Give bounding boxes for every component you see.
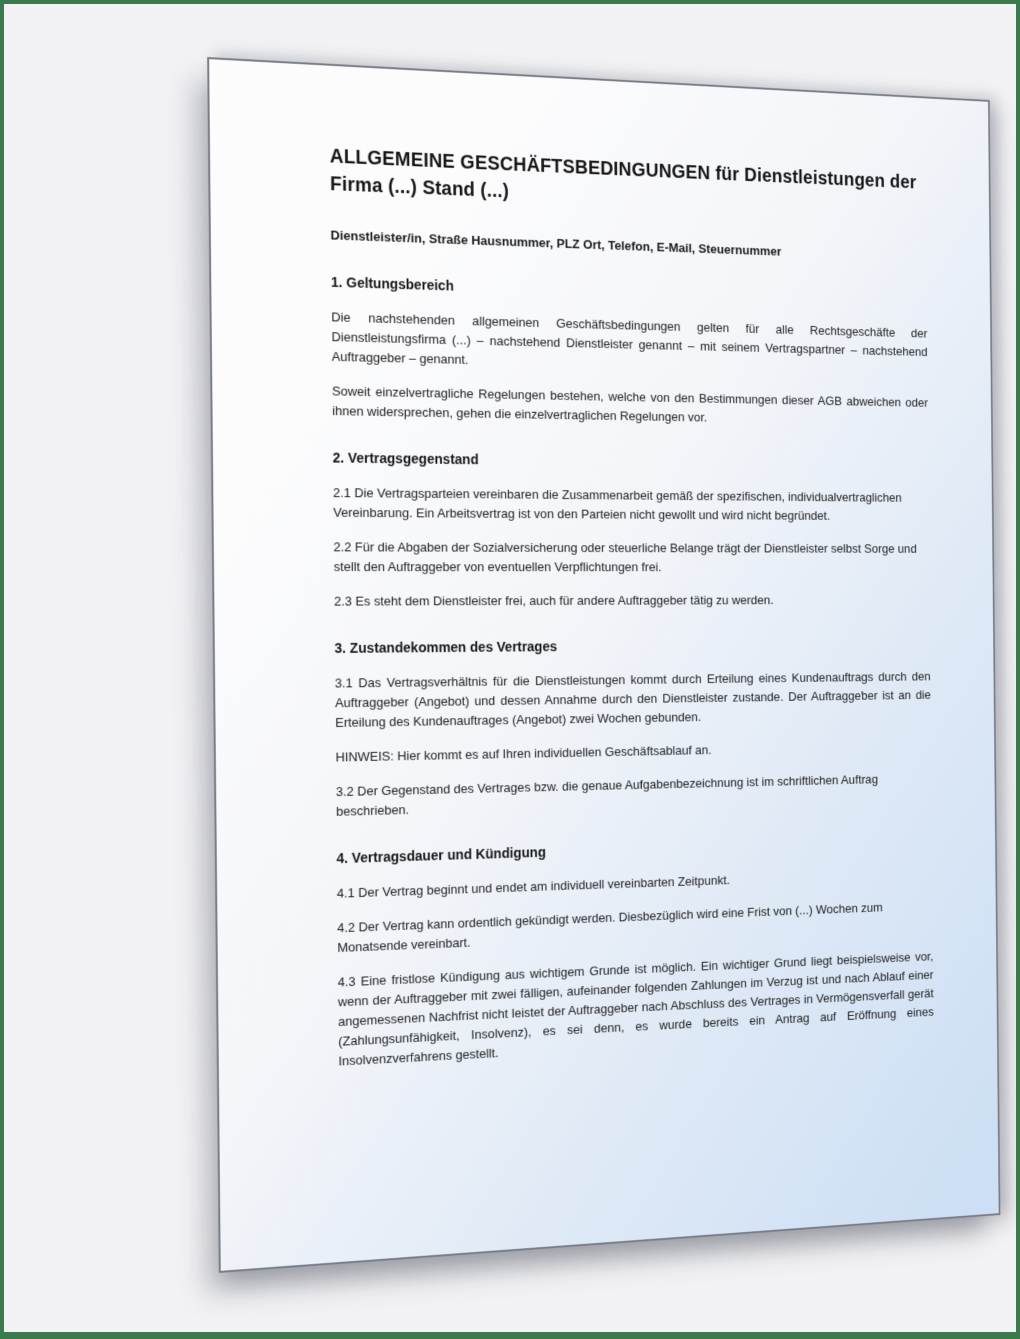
paragraph: 4.1 Der Vertrag beginnt und endet am individuell vereinbarten Zeitpunkt. (336, 872, 730, 901)
paragraph: 2.1 Die Vertragsparteien vereinbaren die Zusammenarbeit gemäß der spezifischen, individualvertraglichen Vereinbarung. Ein Arbeitsvertrag ist von den Parteien nicht gewollt und wird nicht begründet. (332, 485, 902, 523)
paragraph: 3.1 Das Vertragsverhältnis für die Dienstleistungen kommt durch Erteilung eines Kundenauftrags durch den Auftraggeber (Angebot) und dessen Annahme durch den Dienstleister zustande. Der Auftraggeber ist an die Erteilung des Kundenauftrages (Angebot) zwei Wochen gebunden. (334, 669, 931, 730)
section-heading: 3. Zustandekommen des Vertrages (334, 639, 558, 657)
paragraph: 2.3 Es steht dem Dienstleister frei, auch für andere Auftraggeber tätig zu werden. (333, 592, 774, 609)
paragraph: Soweit einzelvertragliche Regelungen bestehen, welche von den Bestimmungen dieser AGB abweichen oder ihnen widersprechen, gehen die einzelvertraglichen Regelungen vor. (331, 383, 929, 425)
document-title: ALLGEMEINE GESCHÄFTSBEDINGUNGEN für Dienstleistungen der Firma (...) Stand (...) (329, 145, 917, 203)
section-heading: 4. Vertragsdauer und Kündigung (336, 845, 546, 868)
paragraph: Die nachstehenden allgemeinen Geschäftsbedingungen gelten für alle Rechtsgeschäfte der Dienstleistungsfirma (...) – nachstehend Dienstleister genannt – mit seinem Vertragspartner – nachstehend Auftraggeber – genannt. (331, 309, 928, 367)
paragraph: 4.3 Eine fristlose Kündigung aus wichtigem Grunde ist möglich. Ein wichtiger Grund liegt beispielsweise vor, wenn der Auftraggeber mit zwei fälligen, aufeinander folgenden Zahlungen im Verzug ist und nach Ablauf einer angemessenen Nachfrist nicht leistet der Auftraggeber nach Abschluss des Vertrages in Vermögensverfall gerät (Zahlungsunfähigkeit, Insolvenz), es sei denn, es wurde bereits ein Antrag auf Eröffnung eines Insolvenzverfahrens gestellt. (337, 949, 934, 1069)
document-body (331, 273, 934, 1072)
document-page (207, 57, 1000, 1273)
section-heading: 2. Vertragsgegenstand (332, 450, 479, 469)
paragraph: 3.2 Der Gegenstand des Vertrages bzw. die genaue Aufgabenbezeichnung ist im schriftlichen Auftrag beschrieben. (335, 772, 878, 819)
section-heading: 1. Geltungsbereich (330, 274, 454, 295)
provider-address-line: Dienstleister/in, Straße Hausnummer, PLZ Ort, Telefon, E-Mail, Steuernummer (330, 227, 782, 259)
paragraph: 4.2 Der Vertrag kann ordentlich gekündigt werden. Diesbezüglich wird eine Frist von (...) Wochen zum Monatsende vereinbart. (337, 900, 883, 956)
paragraph: HINWEIS: Hier kommt es auf Ihren individuellen Geschäftsablauf an. (335, 742, 712, 765)
paragraph: 2.2 Für die Abgaben der Sozialversicherung oder steuerliche Belange trägt der Dienstleister selbst Sorge und stellt den Auftraggeber von eventuellen Verpflichtungen frei. (333, 539, 917, 575)
